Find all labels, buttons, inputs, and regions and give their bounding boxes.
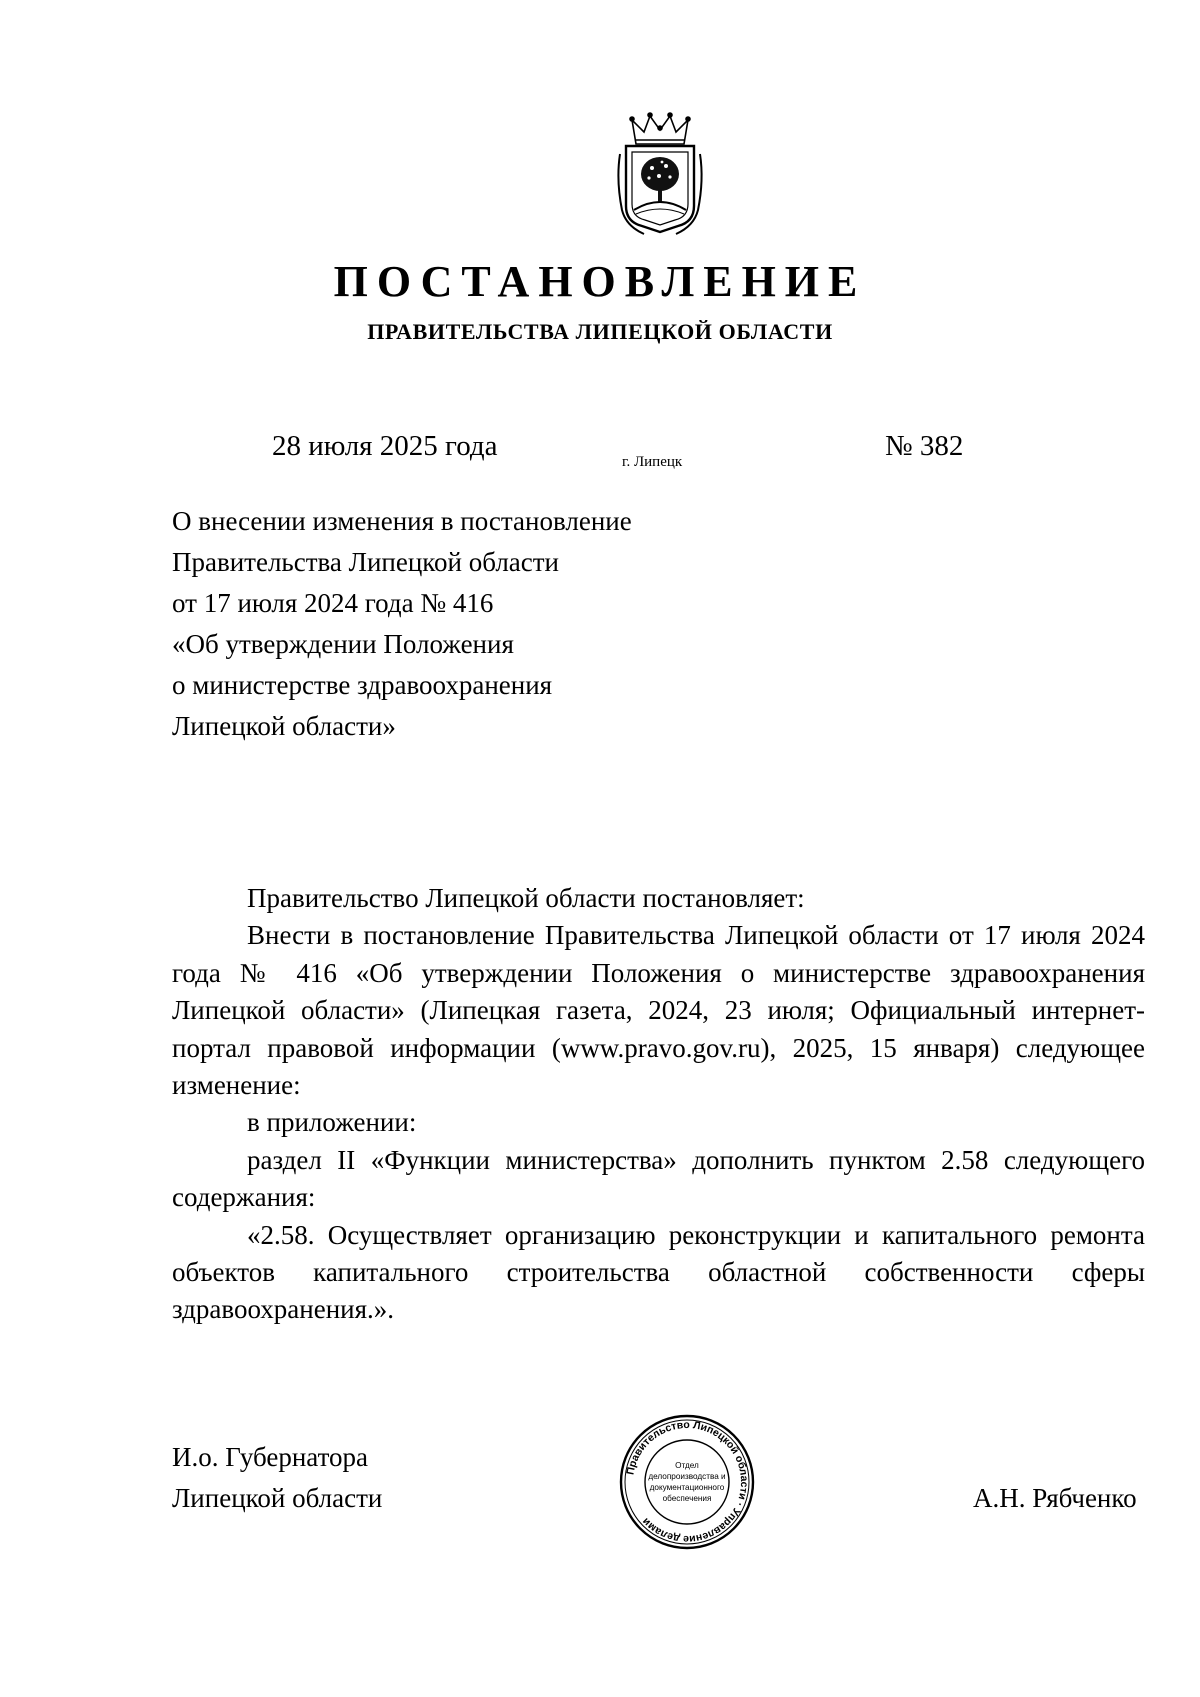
document-heading bbox=[172, 501, 712, 747]
heading-line: Правительства Липецкой области bbox=[172, 547, 560, 577]
body-paragraph-new-clause: «2.58. Осуществляет организацию реконструкции и капитального ремонта объектов капитального строительства областной собственности сферы здравоохранения.». bbox=[172, 1219, 1145, 1325]
coat-of-arms-emblem bbox=[614, 110, 706, 240]
document-date: 28 июля 2025 года bbox=[272, 430, 498, 462]
body-paragraph-section: раздел II «Функции министерства» дополнить пунктом 2.58 следующего содержания: bbox=[172, 1144, 1145, 1213]
svg-text:обеспечения: обеспечения bbox=[662, 1494, 712, 1503]
body-paragraph-amendment: Внести в постановление Правительства Липецкой области от 17 июля 2024 года № 416 «Об утверждении Положения о министерстве здравоохранения Липецкой области» (Липецкая газета, 2024, 23 июля; Официальный интернет-портал правовой информации (www.pravo.gov.ru), 2025, 15 января) следующее изменение: bbox=[172, 920, 1145, 1101]
official-stamp bbox=[618, 1413, 756, 1551]
svg-text:Отдел: Отдел bbox=[675, 1461, 699, 1470]
document-type-title: ПОСТАНОВЛЕНИЕ bbox=[333, 257, 867, 306]
signatory-position bbox=[172, 1437, 382, 1519]
svg-text:Правительство Липецкой области: Правительство Липецкой области · Управление делами bbox=[624, 1418, 751, 1546]
body-paragraph-appendix: в приложении: bbox=[247, 1107, 417, 1138]
body-paragraph-resolves: Правительство Липецкой области постановляет: bbox=[247, 883, 805, 913]
document-number: № 382 bbox=[885, 430, 964, 462]
heading-line: о министерстве здравоохранения bbox=[172, 670, 553, 700]
heading-line: О внесении изменения в постановление bbox=[172, 506, 632, 536]
issuer-subtitle: ПРАВИТЕЛЬСТВА ЛИПЕЦКОЙ ОБЛАСТИ bbox=[367, 319, 833, 344]
svg-text:делопроизводства и: делопроизводства и bbox=[648, 1472, 726, 1481]
heading-line: Липецкой области» bbox=[172, 711, 396, 741]
signatory-position-line: Липецкой области bbox=[172, 1483, 383, 1513]
document-city: г. Липецк bbox=[622, 454, 683, 470]
signatory-position-line: И.о. Губернатора bbox=[172, 1442, 369, 1472]
heading-line: от 17 июля 2024 года № 416 bbox=[172, 588, 494, 618]
document-body bbox=[172, 880, 1145, 1329]
svg-text:документационного: документационного bbox=[649, 1483, 725, 1492]
heading-line: «Об утверждении Положения bbox=[172, 629, 514, 659]
signatory-name: А.Н. Рябченко bbox=[973, 1483, 1137, 1513]
